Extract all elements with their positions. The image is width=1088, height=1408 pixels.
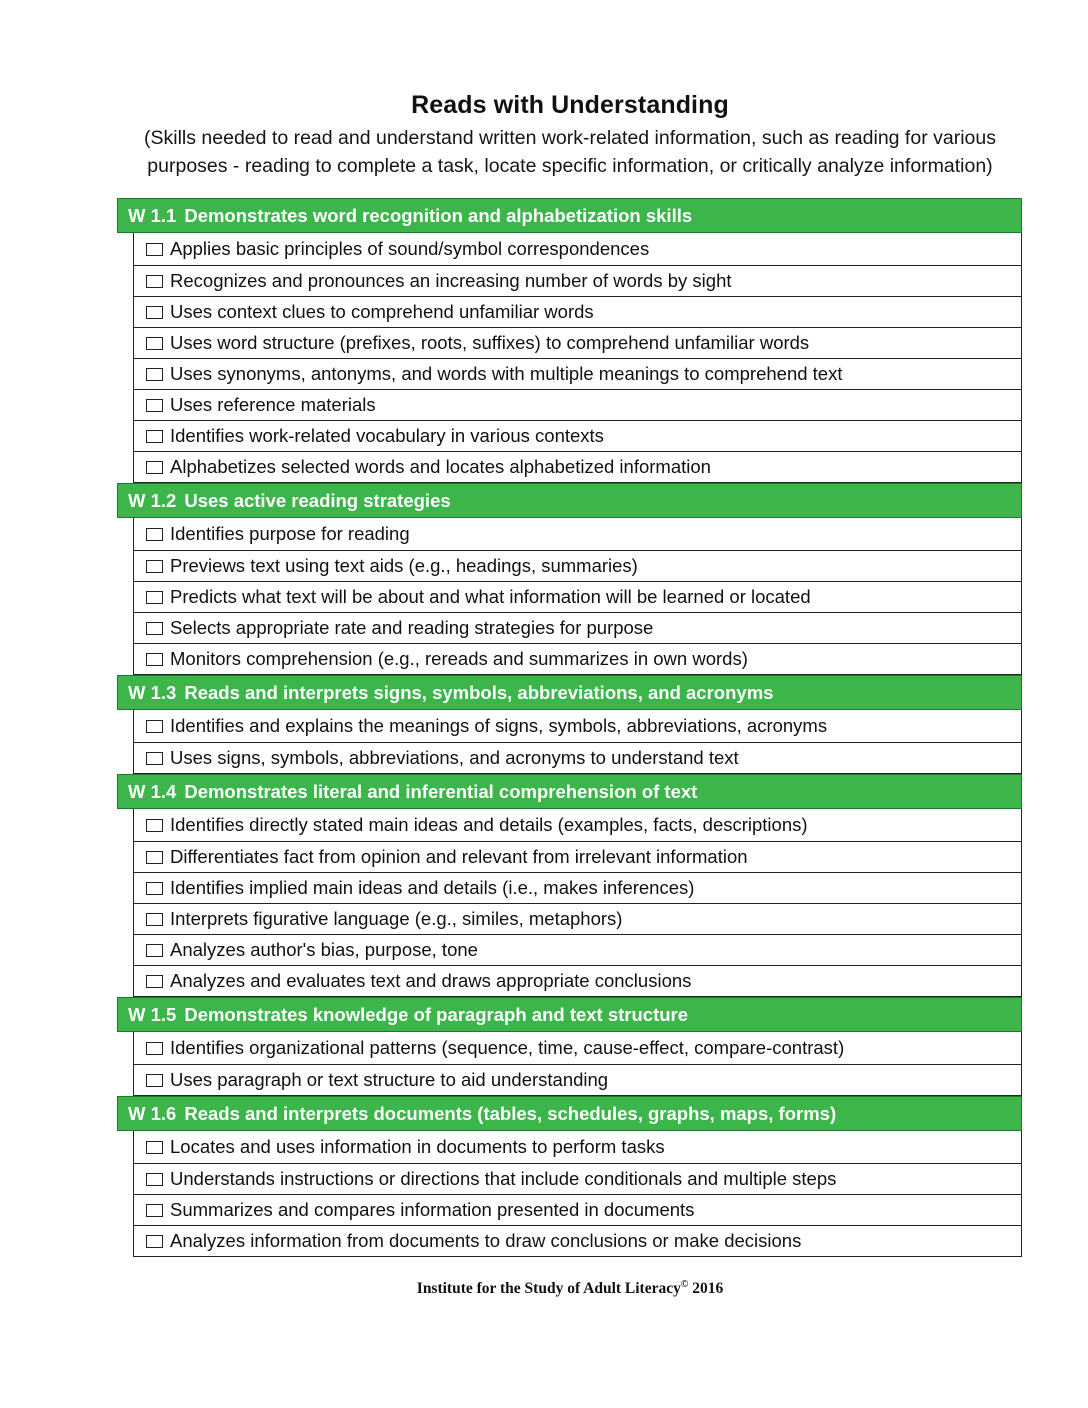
section-code: W 1.4 (128, 781, 177, 802)
checkbox[interactable] (146, 591, 163, 604)
checklist-item (133, 644, 1022, 675)
checkbox[interactable] (146, 1173, 163, 1186)
checklist-item (133, 809, 1022, 842)
section-title: Demonstrates word recognition and alphabetization skills (184, 205, 693, 226)
checkbox[interactable] (146, 399, 163, 412)
section-code: W 1.3 (128, 682, 177, 703)
checkbox[interactable] (146, 1235, 163, 1248)
checklist-item (133, 266, 1022, 297)
checkbox[interactable] (146, 882, 163, 895)
checkbox[interactable] (146, 1042, 163, 1055)
checklist-item-label: Selects appropriate rate and reading strategies for purpose (170, 617, 654, 638)
checkbox[interactable] (146, 461, 163, 474)
checkbox[interactable] (146, 913, 163, 926)
checkbox[interactable] (146, 243, 163, 256)
checklist-item-label: Identifies organizational patterns (sequence, time, cause-effect, compare-contrast) (170, 1037, 845, 1058)
section-header (117, 774, 1022, 809)
checkbox[interactable] (146, 306, 163, 319)
section-header (117, 997, 1022, 1032)
section-code: W 1.1 (128, 205, 177, 226)
section-title: Demonstrates literal and inferential comprehension of text (184, 781, 698, 802)
footer-year: 2016 (692, 1280, 724, 1298)
checklist-item-label: Analyzes author's bias, purpose, tone (170, 939, 478, 960)
page-subtitle (110, 124, 1030, 180)
checklist-item-label: Alphabetizes selected words and locates alphabetized information (170, 456, 711, 477)
checkbox[interactable] (146, 851, 163, 864)
checklist-item (133, 233, 1022, 266)
section-header (117, 198, 1022, 233)
checklist-item (133, 1131, 1022, 1164)
checkbox[interactable] (146, 528, 163, 541)
checkbox[interactable] (146, 752, 163, 765)
checklist-item (133, 743, 1022, 774)
checklist-item-label: Understands instructions or directions that include conditionals and multiple steps (170, 1168, 837, 1189)
checklist-item-label: Identifies directly stated main ideas and details (examples, facts, descriptions) (170, 814, 808, 835)
checkbox[interactable] (146, 622, 163, 635)
section-title: Uses active reading strategies (184, 490, 451, 511)
checklist-item-label: Recognizes and pronounces an increasing number of words by sight (170, 270, 732, 291)
footer-credit (0, 1279, 1088, 1298)
section-header (117, 675, 1022, 710)
copyright-symbol: © (680, 1279, 689, 1290)
checklist-item (133, 613, 1022, 644)
checklist-item-label: Locates and uses information in documents to perform tasks (170, 1136, 665, 1157)
checkbox[interactable] (146, 430, 163, 443)
checklist-item (133, 421, 1022, 452)
footer-text: Institute for the Study of Adult Literacy (416, 1280, 681, 1298)
checkbox[interactable] (146, 1141, 163, 1154)
checklist-item-label: Analyzes and evaluates text and draws appropriate conclusions (170, 970, 692, 991)
checklist-item (133, 1032, 1022, 1065)
checkbox[interactable] (146, 819, 163, 832)
checkbox[interactable] (146, 337, 163, 350)
checklist-item-label: Previews text using text aids (e.g., headings, summaries) (170, 555, 638, 576)
checklist-item-label: Analyzes information from documents to draw conclusions or make decisions (170, 1230, 802, 1251)
checklist-item-label: Uses signs, symbols, abbreviations, and acronyms to understand text (170, 747, 739, 768)
checklist-item (133, 359, 1022, 390)
section-code: W 1.2 (128, 490, 177, 511)
checklist-item (133, 966, 1022, 997)
checklist-item (133, 935, 1022, 966)
checklist-item (133, 842, 1022, 873)
section-code: W 1.6 (128, 1103, 177, 1124)
checklist-item-label: Uses synonyms, antonyms, and words with multiple meanings to comprehend text (170, 363, 843, 384)
checklist-item-label: Identifies purpose for reading (170, 523, 410, 544)
checklist-item (133, 518, 1022, 551)
checklist-item (133, 1164, 1022, 1195)
checkbox[interactable] (146, 975, 163, 988)
section-title: Demonstrates knowledge of paragraph and text structure (184, 1004, 689, 1025)
page-title: Reads with Understanding (411, 91, 729, 119)
checklist-item (133, 873, 1022, 904)
checkbox[interactable] (146, 944, 163, 957)
checklist-item (133, 710, 1022, 743)
checklist-item-label: Monitors comprehension (e.g., rereads and summarizes in own words) (170, 648, 748, 669)
checklist-item (133, 904, 1022, 935)
checkbox[interactable] (146, 1074, 163, 1087)
checkbox[interactable] (146, 720, 163, 733)
section-title: Reads and interprets documents (tables, schedules, graphs, maps, forms) (184, 1103, 837, 1124)
section-code: W 1.5 (128, 1004, 177, 1025)
checkbox[interactable] (146, 1204, 163, 1217)
checklist-item-label: Predicts what text will be about and what information will be learned or located (170, 586, 811, 607)
checkbox[interactable] (146, 275, 163, 288)
section-header (117, 483, 1022, 518)
checklist-item-label: Interprets figurative language (e.g., similes, metaphors) (170, 908, 623, 929)
checklist-item-label: Applies basic principles of sound/symbol correspondences (170, 238, 650, 259)
checklist-item (133, 551, 1022, 582)
checklist-item-label: Identifies implied main ideas and details (i.e., makes inferences) (170, 877, 695, 898)
checklist-item-label: Differentiates fact from opinion and relevant from irrelevant information (170, 846, 748, 867)
checklist-item (133, 328, 1022, 359)
subtitle-line-2: purposes - reading to complete a task, locate specific information, or critically analyze information) (147, 155, 993, 177)
checklist-item (133, 1065, 1022, 1096)
checklist-item-label: Identifies and explains the meanings of signs, symbols, abbreviations, acronyms (170, 715, 828, 736)
checklist-item (133, 452, 1022, 483)
checklist-item (133, 390, 1022, 421)
checkbox[interactable] (146, 653, 163, 666)
checklist-item (133, 297, 1022, 328)
checklist-item-label: Identifies work-related vocabulary in various contexts (170, 425, 604, 446)
section-header (117, 1096, 1022, 1131)
checklist-item-label: Summarizes and compares information presented in documents (170, 1199, 695, 1220)
checklist-item-label: Uses reference materials (170, 394, 376, 415)
checklist-item-label: Uses context clues to comprehend unfamiliar words (170, 301, 594, 322)
checklist-item-label: Uses word structure (prefixes, roots, suffixes) to comprehend unfamiliar words (170, 332, 810, 353)
checkbox[interactable] (146, 560, 163, 573)
subtitle-line-1: (Skills needed to read and understand written work-related information, such as reading for various (144, 127, 996, 149)
checklist-item-label: Uses paragraph or text structure to aid understanding (170, 1069, 609, 1090)
checkbox[interactable] (146, 368, 163, 381)
checklist-item (133, 1195, 1022, 1226)
checklist-item (133, 1226, 1022, 1257)
checklist-item (133, 582, 1022, 613)
skills-checklist (117, 198, 1022, 1257)
section-title: Reads and interprets signs, symbols, abbreviations, and acronyms (184, 682, 774, 703)
